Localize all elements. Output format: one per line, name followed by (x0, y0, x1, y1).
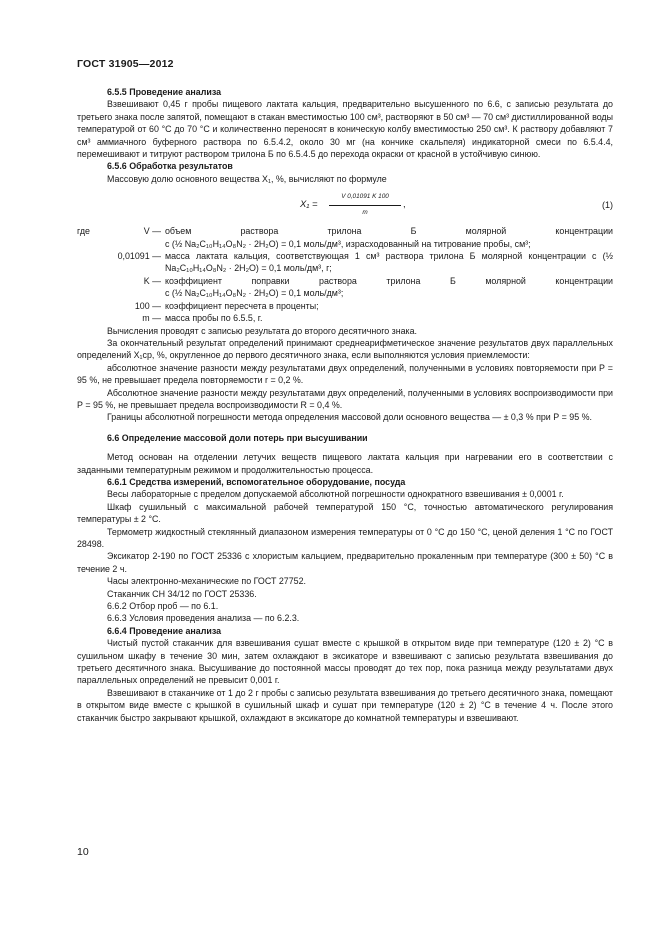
def-symbol: 0,01091 — (117, 251, 161, 262)
def-text: с (½ Na₂C₁₀H₁₄O₈N₂ · 2H₂O) = 0,1 моль/дм³; (165, 288, 344, 299)
def-symbol (109, 238, 161, 250)
list-item: Часы электронно-механические по ГОСТ 27752. (107, 576, 306, 587)
formula-fraction (329, 191, 401, 219)
section-title: 6.6 Определение массовой доли потерь при высушивании (107, 432, 368, 443)
def-text: масса лактата кальция, соответствующая 1 см³ раствора трилона Б молярной концентрации с (½ Na₂C₁₀H₁₄O₈N₂ · 2H₂O) = 0,1 моль/дм³, г; (165, 251, 613, 274)
list-item: Стаканчик СН 34/12 по ГОСТ 25336. (107, 588, 257, 599)
paragraph: За окончательный результат определений принимают среднеарифметическое значение результатов двух параллельных определений X₁ср, %, округленное до первого десятичного знака, если выполняются условия приемлемости: (77, 337, 613, 361)
formula-denominator: m (362, 208, 368, 216)
formula-lhs: X₁ = (300, 199, 318, 211)
paragraph: Взвешивают 0,45 г пробы пищевого лактата кальция, предварительно высушенного по 6.6, с записью результата до третьего знака после запятой, помещают в стакан вместимостью 100 см³, растворяют в 50 см³ — 70 см³ дистиллированной воды температурой от 60 °С до 70 °С и количественно переносят в коническую колбу вместимостью 250 см³. К раствору добавляют 7 см³ аммиачного буферного раствора по 6.5.4.2, около 30 мг (на кончике скальпеля) индикаторной смеси по 6.5.4.4, перемешивают и титруют раствором трилона Б по 6.5.4.5 до перехода окраски от красной в устойчивую синюю. (77, 99, 613, 160)
page-number: 10 (77, 846, 89, 858)
paragraph: Метод основан на отделении летучих веществ пищевого лактата кальция при нагревании его в соответствии с заданными температурным режимом и продолжительностью процесса. (77, 452, 613, 475)
section-title: 6.5.5 Проведение анализа (107, 87, 222, 97)
list-item: Шкаф сушильный с максимальной рабочей температурой 150 °С, точностью автоматического регулирования температуры ± 2 °С. (77, 501, 613, 525)
def-symbol: V — (143, 226, 161, 237)
formula-number: (1) (602, 200, 613, 211)
paragraph: Взвешивают в стаканчике от 1 до 2 г пробы с записью результата взвешивания до третьего десятичного знака, помещают в открытом виде вместе с крышкой в сушильный шкаф и сушат при температуре (120 ± 2) °С в течение 4 ч. После этого стаканчик быстро закрывают крышкой, охлаждают в эксикаторе до комнатной температуры и взвешивают. (77, 687, 613, 723)
section-title: 6.5.6 Обработка результатов (107, 161, 233, 172)
paragraph: Вычисления проводят с записью результата до второго десятичного знака. (107, 325, 418, 336)
def-text: масса пробы по 6.5.5, г. (165, 313, 263, 324)
section-title: 6.6.1 Средства измерений, вспомогательное оборудование, посуда (107, 476, 406, 487)
formula-comma: , (403, 199, 406, 211)
section-title: 6.6.4 Проведение анализа (107, 625, 222, 636)
def-text: объем раствора трилона Б молярной концентрации (165, 226, 613, 237)
list-item: Эксикатор 2-190 по ГОСТ 25336 с хлористым кальцием, предварительно прокаленным при температуре (300 ± 50) °С в течение 2 ч. (77, 551, 613, 574)
paragraph: 6.6.3 Условия проведения анализа — по 6.2.3. (107, 613, 300, 624)
def-text: с (½ Na₂C₁₀H₁₄O₈N₂ · 2H₂O) = 0,1 моль/дм³, израсходованный на титрование пробы, см³; (165, 238, 531, 249)
def-symbol: K — (143, 275, 161, 286)
paragraph: Абсолютное значение разности между результатами двух определений, полученными в условиях воспроизводимости при Р = 95 %, не превышает предела воспроизводимости R = 0,4 %. (77, 387, 613, 410)
page-content (77, 86, 613, 724)
paragraph: 6.6.2 Отбор проб — по 6.1. (107, 601, 219, 612)
list-item: Весы лабораторные с пределом допускаемой абсолютной погрешности однократного взвешивания ± 0,0001 г. (107, 489, 564, 500)
formula-numerator: V 0,01091 K 100 (329, 191, 401, 205)
paragraph: Чистый пустой стаканчик для взвешивания сушат вместе с крышкой в открытом виде при температуре (120 ± 2) °С в сушильном шкафу в течение 30 мин, затем охлаждают в эксикаторе и взвешивают с записью результата взвешивания до третьего десятичного знака. Высушивание до постоянной массы проводят до тех пор, пока разница между результатами двух параллельных определений не превысит 0,001 г. (77, 638, 613, 686)
def-text: коэффициент пересчета в проценты; (165, 300, 319, 311)
where-label: где (77, 226, 90, 237)
def-symbol: m — (142, 313, 161, 324)
formula-definitions (77, 225, 613, 324)
paragraph: Границы абсолютной погрешности метода определения массовой доли основного вещества — ± 0,3 % при Р = 95 %. (107, 412, 592, 423)
def-text: коэффициент поправки раствора трилона Б молярной концентрации (165, 275, 613, 286)
paragraph: абсолютное значение разности между результатами двух определений, полученными в условиях повторяемости при Р = 95 %, не превышает предела повторяемости r = 0,2 %. (77, 362, 613, 386)
formula-1 (77, 189, 613, 219)
def-symbol (109, 287, 161, 299)
page-header: ГОСТ 31905—2012 (77, 58, 174, 70)
def-symbol: 100 — (134, 300, 161, 311)
list-item: Термометр жидкостный стеклянный диапазоном измерения температуры от 0 °С до 150 °С, ценой деления 1 °С по ГОСТ 28498. (77, 526, 613, 549)
paragraph: Массовую долю основного вещества X₁, %, вычисляют по формуле (107, 173, 387, 184)
